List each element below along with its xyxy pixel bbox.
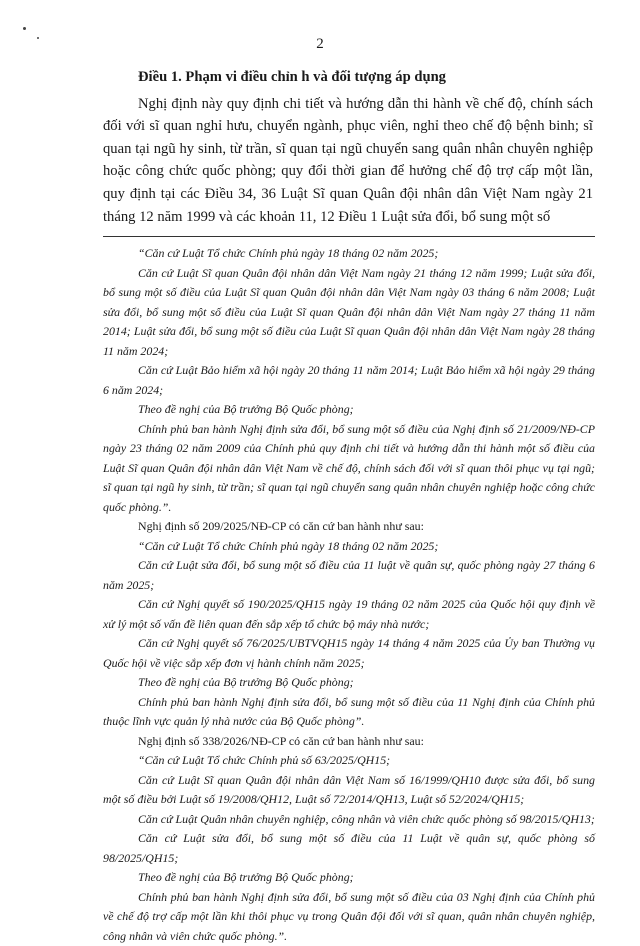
footnote-line: Căn cứ Luật sửa đổi, bổ sung một số điều của 11 luật về quân sự, quốc phòng ngày 27 tháng 6 năm 2025; (103, 556, 595, 595)
footnote-line: Căn cứ Luật Sĩ quan Quân đội nhân dân Việt Nam ngày 21 tháng 12 năm 1999; Luật sửa đổi, bổ sung một số điều của Luật Sĩ quan Quân đội nhân dân Việt Nam ngày 03 tháng 6 năm 2008; Luật sửa đổi, bổ sung một số điều của Luật Sĩ quan Quân đội nhân dân Việt Nam ngày 27 tháng 11 năm 2014; Luật sửa đổi, bổ sung một số điều của Luật Sĩ quan Quân đội nhân dân Việt Nam ngày 28 tháng 11 năm 2024; (103, 264, 595, 362)
footnotes (103, 244, 595, 946)
footnote-line: Chính phủ ban hành Nghị định sửa đổi, bổ sung một số điều của Nghị định số 21/2009/NĐ-CP ngày 23 tháng 02 năm 2009 của Chính phủ quy định chi tiết và hướng dẫn thi hành một số điều của Luật Sĩ quan Quân đội nhân dân Việt Nam về chế độ, chính sách đối với sĩ quan thôi phục vụ tại ngũ; sĩ quan tại ngũ hy sinh, từ trần; sĩ quan tại ngũ chuyển sang quân nhân chuyên nghiệp hoặc công chức quốc phòng.”. (103, 420, 595, 518)
footnote-line: “Căn cứ Luật Tổ chức Chính phủ số 63/2025/QH15; (103, 751, 595, 771)
footnote-line: Theo đề nghị của Bộ trưởng Bộ Quốc phòng; (103, 400, 595, 420)
footnote-line: Theo đề nghị của Bộ trưởng Bộ Quốc phòng; (103, 673, 595, 693)
footnote-line: Căn cứ Luật Sĩ quan Quân đội nhân dân Việt Nam số 16/1999/QH10 được sửa đổi, bổ sung một số điều bởi Luật số 19/2008/QH12, Luật số 72/2014/QH13, Luật số 52/2024/QH15; (103, 771, 595, 810)
article-paragraph: Nghị định này quy định chi tiết và hướng dẫn thi hành về chế độ, chính sách đối với sĩ quan nghỉ hưu, chuyển ngành, phục viên, nghỉ theo chế độ bệnh binh; sĩ quan tại ngũ hy sinh, từ trần, sĩ quan tại ngũ chuyển sang quân nhân chuyên nghiệp hoặc công chức quốc phòng; quy đổi thời gian để hưởng chế độ trợ cấp một lần, quy định tại các Điều 34, 36 Luật Sĩ quan Quân đội nhân dân Việt Nam ngày 21 tháng 12 năm 1999 và các khoản 11, 12 Điều 1 Luật sửa đổi, bổ sung một số (103, 93, 593, 229)
footnote-line: Nghị định số 338/2026/NĐ-CP có căn cứ ban hành như sau: (103, 732, 595, 752)
footnote-line: Căn cứ Luật Bảo hiểm xã hội ngày 20 tháng 11 năm 2014; Luật Bảo hiểm xã hội ngày 29 tháng 6 năm 2024; (103, 361, 595, 400)
footnote-separator (103, 236, 595, 237)
footnote-line: Căn cứ Luật Quân nhân chuyên nghiệp, công nhân và viên chức quốc phòng số 98/2015/QH13; (103, 810, 595, 830)
article-body (103, 66, 593, 228)
footnote-line: Căn cứ Nghị quyết số 190/2025/QH15 ngày 19 tháng 02 năm 2025 của Quốc hội quy định về xử lý một số vấn đề liên quan đến sắp xếp tổ chức bộ máy nhà nước; (103, 595, 595, 634)
footnote-line: Chính phủ ban hành Nghị định sửa đổi, bổ sung một số điều của 11 Nghị định của Chính phủ thuộc lĩnh vực quản lý nhà nước của Bộ Quốc phòng”. (103, 693, 595, 732)
footnote-line: “Căn cứ Luật Tổ chức Chính phủ ngày 18 tháng 02 năm 2025; (103, 537, 595, 557)
footnote-line: Căn cứ Luật sửa đổi, bổ sung một số điều của 11 Luật về quân sự, quốc phòng số 98/2025/QH15; (103, 829, 595, 868)
footnote-line: Nghị định số 209/2025/NĐ-CP có căn cứ ban hành như sau: (103, 517, 595, 537)
page-number: 2 (0, 36, 640, 53)
footnote-line: Theo đề nghị của Bộ trưởng Bộ Quốc phòng; (103, 868, 595, 888)
scan-speck (23, 27, 26, 30)
article-heading: Điều 1. Phạm vi điều chỉn h và đối tượng áp dụng (138, 66, 593, 89)
footnote-line: “Căn cứ Luật Tổ chức Chính phủ ngày 18 tháng 02 năm 2025; (103, 244, 595, 264)
footnote-line: Chính phủ ban hành Nghị định sửa đổi, bổ sung một số điều của 03 Nghị định của Chính phủ về chế độ trợ cấp một lần khi thôi phục vụ trong Quân đội đối với sĩ quan, quân nhân chuyên nghiệp, công nhân và viên chức quốc phòng.”. (103, 888, 595, 946)
footnote-line: Căn cứ Nghị quyết số 76/2025/UBTVQH15 ngày 14 tháng 4 năm 2025 của Ủy ban Thường vụ Quốc hội về việc sắp xếp đơn vị hành chính năm 2025; (103, 634, 595, 673)
